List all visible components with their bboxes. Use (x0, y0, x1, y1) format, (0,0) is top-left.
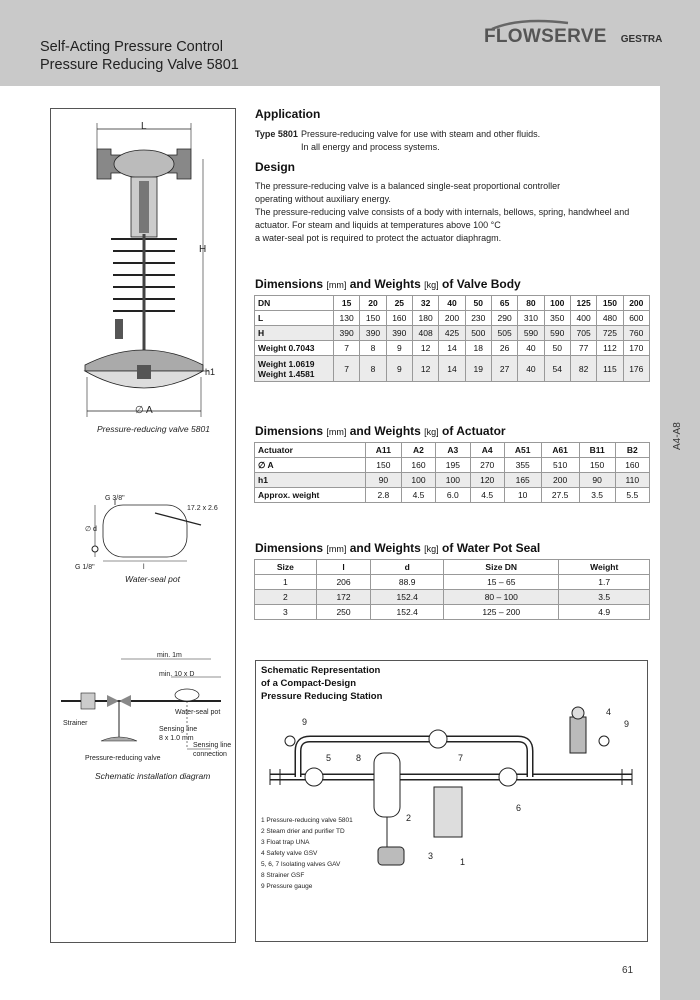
table-cell: L (255, 311, 334, 326)
table-cell: 350 (544, 311, 570, 326)
table-header-cell: DN (255, 296, 334, 311)
install-sensing-conn2: connection (193, 751, 227, 758)
table-cell: 230 (465, 311, 491, 326)
t2-title-a: Dimensions (255, 424, 324, 438)
table-header-cell: A51 (504, 443, 541, 458)
table-header-cell: B11 (579, 443, 615, 458)
table-header-row (255, 296, 650, 311)
schematic-num-2: 2 (406, 813, 412, 823)
table-row (255, 605, 650, 620)
table-cell: 8 (360, 341, 386, 356)
table-cell: 110 (615, 473, 649, 488)
table-cell: 100 (436, 473, 470, 488)
brand-logo (484, 26, 662, 48)
table-cell: 160 (386, 311, 412, 326)
table-cell: 88.9 (371, 575, 444, 590)
schematic-num-9: 9 (302, 717, 308, 727)
table-cell: 14 (439, 356, 465, 382)
table-cell: 2.8 (365, 488, 401, 503)
table-cell: 206 (316, 575, 371, 590)
table-row (255, 488, 650, 503)
table-header-cell: d (371, 560, 444, 575)
table1-title (255, 277, 521, 291)
t2-title-c: of Actuator (442, 424, 506, 438)
design-line: a water-seal pot is required to protect the actuator diaphragm. (255, 233, 502, 243)
legend-item: 8 Strainer GSF (261, 872, 305, 879)
table-cell: 152.4 (371, 590, 444, 605)
table-cell: 160 (615, 458, 649, 473)
table-header-cell: Size (255, 560, 317, 575)
table-header-cell: 50 (465, 296, 491, 311)
schematic-title-line: Pressure Reducing Station (261, 691, 383, 702)
table-header-cell: 200 (623, 296, 649, 311)
table-header-cell: 32 (412, 296, 438, 311)
schematic-num-6: 6 (516, 803, 522, 813)
table-cell: 390 (386, 326, 412, 341)
table-cell: 590 (518, 326, 544, 341)
table-cell: 176 (623, 356, 649, 382)
table-cell: 14 (439, 341, 465, 356)
table-header-cell: Actuator (255, 443, 366, 458)
t3-unit-mm: [mm] (326, 544, 347, 554)
application-line2: In all energy and process systems. (301, 142, 440, 152)
table-cell: 760 (623, 326, 649, 341)
valve-label-h: H (199, 244, 207, 255)
valve-drawing (51, 109, 237, 429)
table-cell: 8 (360, 356, 386, 382)
table-cell: 3.5 (559, 590, 650, 605)
table-cell: 390 (360, 326, 386, 341)
application-line1: Pressure-reducing valve for use with steam and other fluids. (301, 129, 541, 139)
table-header-cell: 100 (544, 296, 570, 311)
legend-item: 1 Pressure-reducing valve 5801 (261, 817, 353, 824)
table-cell: 408 (412, 326, 438, 341)
table-cell: 170 (623, 341, 649, 356)
table-cell: 6.0 (436, 488, 470, 503)
table-cell: 400 (570, 311, 596, 326)
valve-caption: Pressure-reducing valve 5801 (97, 424, 210, 434)
valve-label-l: L (141, 121, 147, 132)
table-header-cell: 80 (518, 296, 544, 311)
pot-g-top: G 3/8" (105, 495, 125, 502)
table-cell: 9 (386, 341, 412, 356)
t3-title-a: Dimensions (255, 541, 324, 555)
actuator-table (254, 442, 650, 503)
table-cell: 12 (412, 356, 438, 382)
table-cell: 130 (333, 311, 359, 326)
table-cell: 390 (333, 326, 359, 341)
table-header-cell: A11 (365, 443, 401, 458)
legend-item: 2 Steam drier and purifier TD (261, 828, 345, 835)
table-header-cell: A4 (470, 443, 504, 458)
schematic-num-9b: 9 (624, 719, 630, 729)
table-cell: 200 (541, 473, 579, 488)
application-heading: Application (255, 107, 321, 121)
install-sensing-conn: Sensing line (193, 742, 232, 749)
design-line: The pressure-reducing valve is a balanced single-seat proportional controller (255, 181, 561, 191)
table-cell: 40 (518, 356, 544, 382)
table-cell: 4.5 (470, 488, 504, 503)
table-cell: 480 (597, 311, 623, 326)
table-cell: 77 (570, 341, 596, 356)
valve-label-h1: h1 (205, 367, 216, 377)
installation-diagram (51, 649, 237, 789)
table-header-cell: 125 (570, 296, 596, 311)
t1-unit-kg: [kg] (424, 280, 439, 290)
table-cell: 27.5 (541, 488, 579, 503)
table-cell: 90 (579, 473, 615, 488)
table-cell: 152.4 (371, 605, 444, 620)
table-header-row (255, 560, 650, 575)
table-row (255, 341, 650, 356)
table-cell: 510 (541, 458, 579, 473)
table-cell: 7 (333, 341, 359, 356)
install-min10: min. 10 x D (159, 671, 195, 678)
table-cell: 5.5 (615, 488, 649, 503)
table-cell: 4.9 (559, 605, 650, 620)
install-strainer: Strainer (63, 720, 88, 727)
table-cell: 172 (316, 590, 371, 605)
schematic-num-1: 1 (460, 857, 466, 867)
pot-g-bottom: G 1/8" (75, 564, 95, 571)
table-cell: Weight 0.7043 (255, 341, 334, 356)
table-cell: 150 (365, 458, 401, 473)
design-line: actuator. For steam and liquids at temperatures above 100 °C (255, 220, 501, 230)
table-cell: 115 (597, 356, 623, 382)
table-header-cell: Weight (559, 560, 650, 575)
table-cell: 18 (465, 341, 491, 356)
table-cell: 10 (504, 488, 541, 503)
table-row (255, 311, 650, 326)
install-caption: Schematic installation diagram (95, 771, 211, 781)
table-cell: 310 (518, 311, 544, 326)
table-cell: 725 (597, 326, 623, 341)
legend-item: 4 Safety valve GSV (261, 850, 318, 857)
table-cell: 90 (365, 473, 401, 488)
schematic-num-3: 3 (428, 851, 434, 861)
table-cell: 40 (518, 341, 544, 356)
table-cell: 160 (401, 458, 435, 473)
schematic-num-4: 4 (606, 707, 612, 717)
table-cell: 590 (544, 326, 570, 341)
table-header-cell: l (316, 560, 371, 575)
table-cell: 1.7 (559, 575, 650, 590)
table-cell: 150 (360, 311, 386, 326)
table-cell: 270 (470, 458, 504, 473)
table-cell: 150 (579, 458, 615, 473)
table-cell: 54 (544, 356, 570, 382)
table-cell: 12 (412, 341, 438, 356)
schematic-legend (261, 815, 353, 892)
table-cell: 100 (401, 473, 435, 488)
table-header-cell: 20 (360, 296, 386, 311)
table-cell: 112 (597, 341, 623, 356)
table-cell: 3.5 (579, 488, 615, 503)
t1-title-c: of Valve Body (442, 277, 521, 291)
table-cell: 27 (491, 356, 517, 382)
table-cell: H (255, 326, 334, 341)
table-cell: 82 (570, 356, 596, 382)
application-text (255, 128, 541, 152)
table-cell: 50 (544, 341, 570, 356)
table-row (255, 326, 650, 341)
table-cell: 4.5 (401, 488, 435, 503)
table-cell: 355 (504, 458, 541, 473)
table-cell: 125 – 200 (444, 605, 559, 620)
table-cell: 500 (465, 326, 491, 341)
legend-item: 3 Float trap UNA (261, 839, 310, 846)
t3-unit-kg: [kg] (424, 544, 439, 554)
table-cell: 3 (255, 605, 317, 620)
schematic-title-line: Schematic Representation (261, 665, 381, 676)
install-sensing: Sensing line (159, 726, 198, 733)
table-cell: 250 (316, 605, 371, 620)
table-cell: Approx. weight (255, 488, 366, 503)
table-header-cell: A2 (401, 443, 435, 458)
page-header (0, 0, 700, 86)
table2-title (255, 424, 506, 438)
figure-panel (50, 108, 236, 943)
table-cell: 425 (439, 326, 465, 341)
table-cell: Weight 1.0619 Weight 1.4581 (255, 356, 334, 382)
table-cell: 195 (436, 458, 470, 473)
design-line: operating without auxiliary energy. (255, 194, 391, 204)
t1-title-a: Dimensions (255, 277, 324, 291)
table-cell: 9 (386, 356, 412, 382)
table-cell: 600 (623, 311, 649, 326)
table-cell: 1 (255, 575, 317, 590)
application-type: Type 5801 (255, 129, 298, 139)
pot-caption: Water-seal pot (125, 574, 180, 584)
table-header-cell: 40 (439, 296, 465, 311)
table-cell: 290 (491, 311, 517, 326)
valve-label-a: ∅ A (135, 405, 153, 416)
design-text (255, 180, 629, 245)
side-tag: A4-A8 (672, 422, 683, 450)
t3-title-c: of Water Pot Seal (442, 541, 541, 555)
schematic-num-8: 8 (356, 753, 362, 763)
table-cell: 505 (491, 326, 517, 341)
t2-title-b: and Weights (349, 424, 421, 438)
table-header-row (255, 443, 650, 458)
page-title-line1: Self-Acting Pressure Control (40, 39, 223, 55)
t2-unit-mm: [mm] (326, 427, 347, 437)
schematic-num-5: 5 (326, 753, 332, 763)
table-cell: h1 (255, 473, 366, 488)
schematic-panel (255, 660, 648, 942)
design-line: The pressure-reducing valve consists of a body with internals, bellows, spring, handwheel and (255, 207, 630, 217)
t2-unit-kg: [kg] (424, 427, 439, 437)
table-cell: 7 (333, 356, 359, 382)
page-number: 61 (622, 965, 634, 976)
flowserve-swoosh-icon (490, 19, 570, 31)
table-header-cell: A3 (436, 443, 470, 458)
pot-dim: 17.2 x 2.6 (187, 505, 218, 512)
table-header-cell: B2 (615, 443, 649, 458)
table3-title (255, 541, 540, 555)
pot-d: ∅ d (85, 526, 97, 533)
schematic-num-7: 7 (458, 753, 464, 763)
table-row (255, 590, 650, 605)
table-cell: 180 (412, 311, 438, 326)
table-header-cell: 65 (491, 296, 517, 311)
t1-title-b: and Weights (349, 277, 421, 291)
table-cell: 705 (570, 326, 596, 341)
design-heading: Design (255, 160, 296, 174)
brand-name: FLOWSERVE (484, 26, 607, 47)
table-header-cell: 25 (386, 296, 412, 311)
install-sensing-dim: 8 x 1.0 mm (159, 735, 194, 742)
t1-unit-mm: [mm] (326, 280, 347, 290)
brand-sub: GESTRA (620, 33, 663, 45)
table-cell: 19 (465, 356, 491, 382)
legend-item: 9 Pressure gauge (261, 883, 313, 890)
table-cell: 15 – 65 (444, 575, 559, 590)
station-diagram (256, 691, 647, 931)
table-row (255, 356, 650, 382)
schematic-title-line: of a Compact-Design (261, 678, 357, 689)
table-row (255, 458, 650, 473)
table-cell: 120 (470, 473, 504, 488)
table-cell: 26 (491, 341, 517, 356)
table-header-cell: 15 (333, 296, 359, 311)
table-row (255, 473, 650, 488)
install-watersealpot: Water-seal pot (175, 709, 221, 716)
legend-item: 5, 6, 7 Isolating valves GAV (261, 861, 341, 868)
install-prv: Pressure-reducing valve (85, 755, 161, 762)
table-cell: 200 (439, 311, 465, 326)
table-cell: 2 (255, 590, 317, 605)
install-min1m: min. 1m (157, 652, 182, 659)
water-pot-table (254, 559, 650, 620)
table-header-cell: 150 (597, 296, 623, 311)
table-header-cell: A61 (541, 443, 579, 458)
table-header-cell: Size DN (444, 560, 559, 575)
pot-l: l (143, 564, 145, 571)
side-bar (660, 86, 700, 1000)
table-cell: ∅ A (255, 458, 366, 473)
table-row (255, 575, 650, 590)
valve-body-table (254, 295, 650, 382)
table-cell: 165 (504, 473, 541, 488)
table-cell: 80 – 100 (444, 590, 559, 605)
t3-title-b: and Weights (349, 541, 421, 555)
page-title-line2: Pressure Reducing Valve 5801 (40, 57, 239, 73)
page-title (40, 38, 239, 74)
